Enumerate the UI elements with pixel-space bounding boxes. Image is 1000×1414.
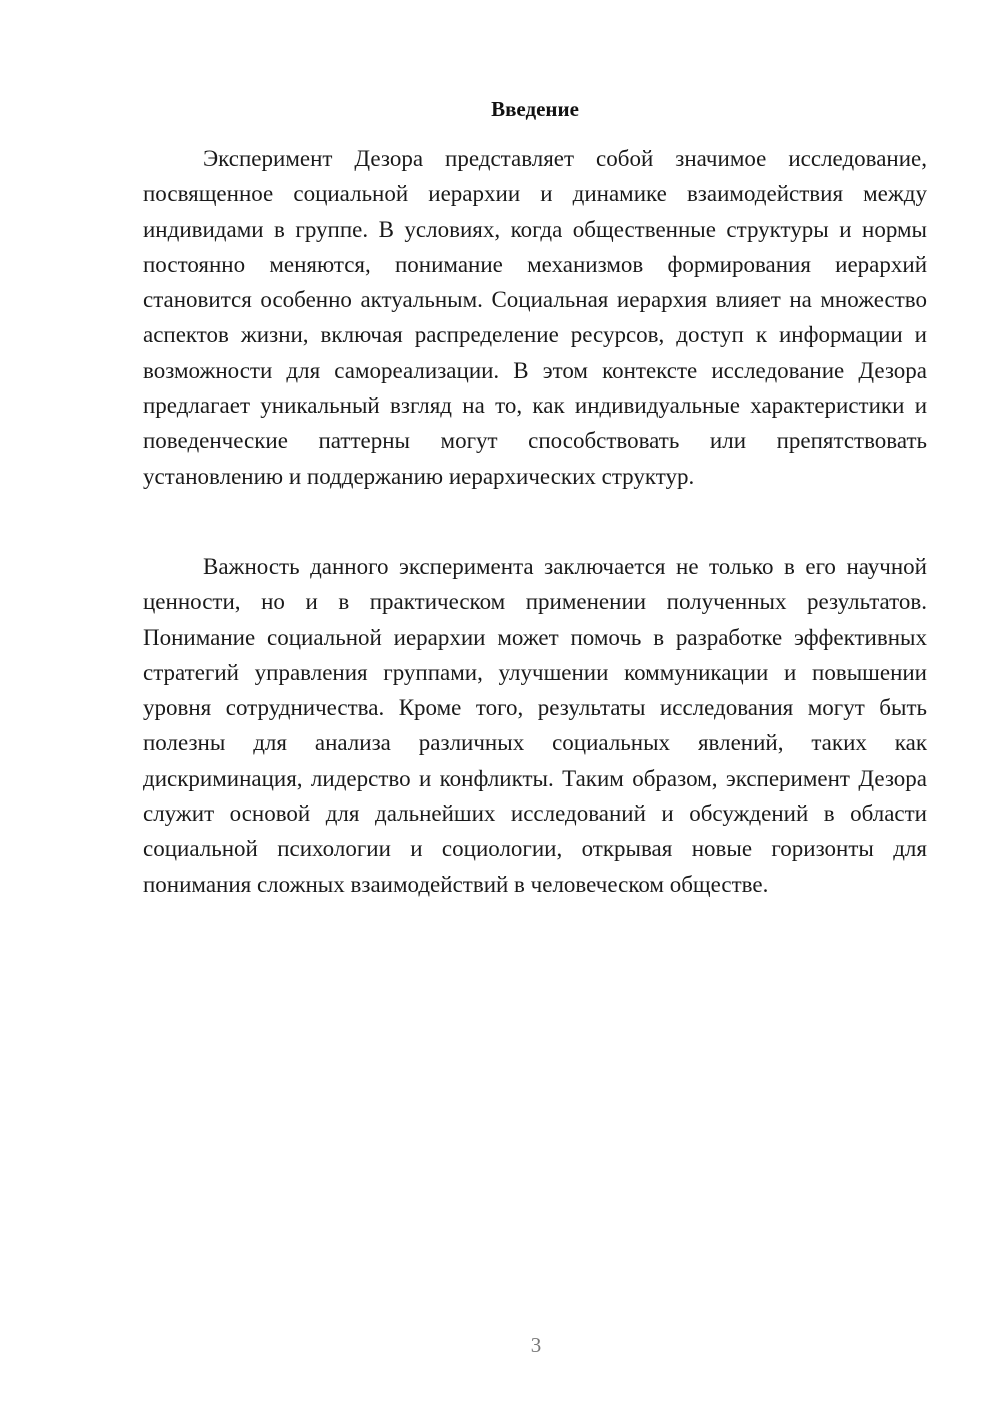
page-number: 3: [530, 1333, 542, 1357]
paragraph-intro: Эксперимент Дезора представляет собой значимое исследование, посвященное социальной иерархии и динамике взаимодействия между индивидами в группе. В условиях, когда общественные структуры и нормы постоянно меняются, понимание механизмов формирования иерархий становится особенно актуальным. Социальная иерархия влияет на множество аспектов жизни, включая распределение ресурсов, доступ к информации и возможности для самореализации. В этом контексте исследование Дезора предлагает уникальный взгляд на то, как индивидуальные характеристики и поведенческие паттерны могут способствовать или препятствовать установлению и поддержанию иерархических структур.: [143, 146, 927, 489]
section-heading: Введение: [491, 97, 579, 121]
paragraph-importance: Важность данного эксперимента заключается не только в его научной ценности, но и в практическом применении полученных результатов. Понимание социальной иерархии может помочь в разработке эффективных стратегий управления группами, улучшении коммуникации и повышении уровня сотрудничества. Кроме того, результаты исследования могут быть полезны для анализа различных социальных явлений, таких как дискриминация, лидерство и конфликты. Таким образом, эксперимент Дезора служит основой для дальнейших исследований и обсуждений в области социальной психологии и социологии, открывая новые горизонты для понимания сложных взаимодействий в человеческом обществе.: [143, 554, 927, 897]
